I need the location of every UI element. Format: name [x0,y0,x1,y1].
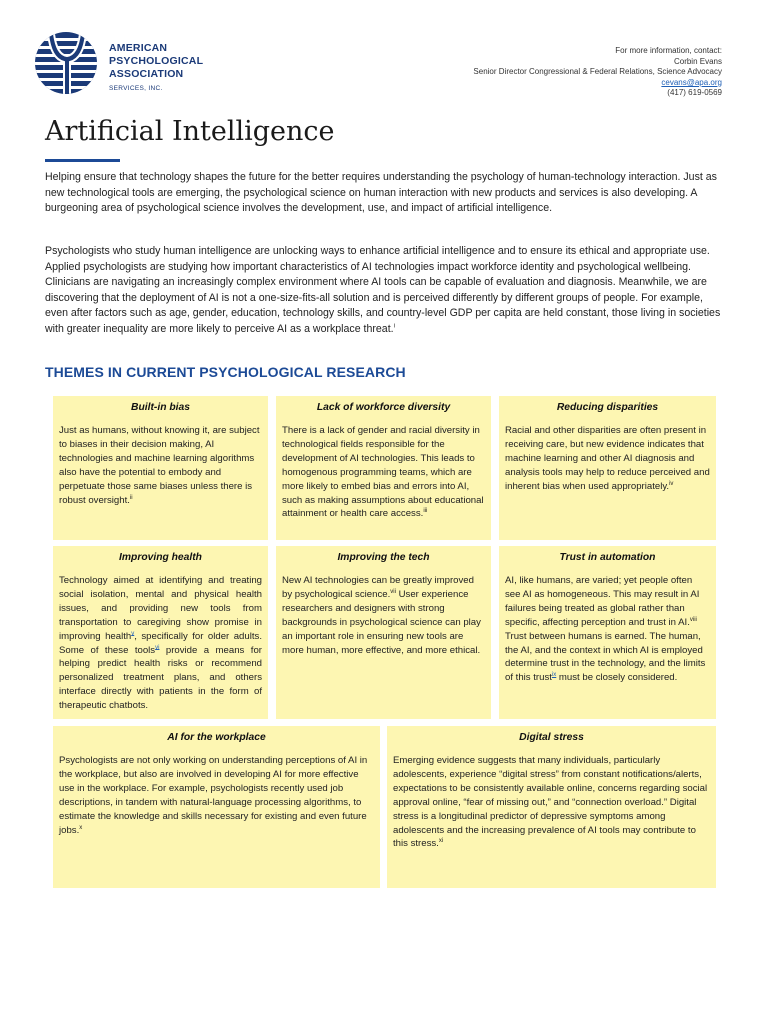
theme-card-improving-tech [276,546,491,719]
footnote-ref-iii: iii [423,508,428,515]
theme-title: Built-in bias [131,402,190,413]
theme-title: Trust in automation [559,552,656,563]
contact-name: Corbin Evans [673,56,722,66]
theme-card-workforce-diversity [276,396,491,540]
intro-paragraph-2 [45,244,721,337]
theme-text-body: New AI technologies can be greatly improved by psychological science. [282,575,474,600]
logo-wordmark [109,42,203,95]
theme-text-body: Emerging evidence suggests that many individuals, particularly adolescents, experience “digital stress” from constant notifications/alerts, expectations to be consistently available online, concerns regarding social approval online, “fear of missing out,” and “connection overload.” Digital stress is a longitudinal predictor of depressive symptoms among adolescents and the increasing prevalence of AI tools may contribute to this stress. [393,755,708,850]
theme-text-body: Technology aimed at identifying and treating social isolation, mental and physical health issues, and providing new tools from transportation to caregiving show promise in improving health [59,575,262,642]
theme-text [59,574,262,713]
theme-card-improving-health [53,546,268,719]
theme-text [282,574,485,657]
footnote-ref-x: x [79,824,83,831]
contact-role: Senior Director Congressional & Federal Relations, Science Advocacy [473,67,722,77]
theme-card-reducing-disparities [499,396,716,540]
page-title: Artificial Intelligence [45,116,335,147]
theme-text-body: Just as humans, without knowing it, are subject to biases in their decision making, AI technologies and machine learning algorithms also have the potential to embody and perpetuate those same biases unless there is robust oversight. [59,425,260,506]
title-underline [45,159,120,162]
theme-text [505,574,710,685]
section-heading: THEMES IN CURRENT PSYCHOLOGICAL RESEARCH [45,364,406,380]
footnote-ref-iv: iv [669,480,674,487]
theme-text [59,424,262,507]
theme-title: Digital stress [519,732,584,743]
contact-phone: (417) 619-0569 [667,88,722,98]
apa-logo [34,30,214,96]
theme-text [393,754,710,851]
theme-text-body: Trust between humans is earned. The human, the AI, and the context in which AI is employed determine trust in the technology, and the limits of this trust [505,630,706,684]
theme-text-body: Psychologists are not only working on understanding perceptions of AI in the workplace, but also are involved in developing AI for more effective use in the workplace. For example, psychologists recently used job descriptions, in tandem with natural-language processing algorithms, to estimate the knowledge and skills necessary for existing and even future jobs. [59,755,368,836]
theme-text [505,424,710,494]
theme-text-body: must be closely considered. [556,672,678,684]
contact-block [473,46,722,99]
theme-title: Improving the tech [337,552,430,563]
theme-title: Improving health [119,552,202,563]
footnote-ref-viii: viii [689,616,697,623]
footnote-ref-i: i [393,322,395,329]
theme-card-built-in-bias [53,396,268,540]
contact-email-link[interactable]: cevans@apa.org [661,77,722,87]
footnote-ref-vii: vii [390,588,396,595]
footnote-ref-ii: ii [129,494,133,501]
theme-card-ai-for-workplace [53,726,380,888]
theme-card-digital-stress [387,726,716,888]
contact-intro: For more information, contact: [615,46,722,55]
logo-line-3: ASSOCIATION [109,68,184,80]
footnote-link-vi[interactable]: vi [155,644,160,651]
intro-paragraph-1: Helping ensure that technology shapes the future for the better requires understanding the psychology of human-technology interaction. Just as new technological tools are emerging, the psychological science on human interaction with new products and services is also developing. A burgeoning area of psychological science involves the development, use, and impact of artificial intelligence. [45,171,717,214]
logo-line-1: AMERICAN [109,42,168,54]
logo-line-2: PSYCHOLOGICAL [109,55,204,67]
theme-text-body: provide a means for helping predict health risks or recommend personalized treatment plans, and others interface directly with patients in the form of therapeutic chatbots. [59,644,262,712]
theme-text [59,754,374,837]
theme-text-body: There is a lack of gender and racial diversity in technological fields responsible for the development of AI technologies. This leads to homogenous programming teams, which are more likely to embed bias and errors into AI, such as making assumptions about educational attainment or health care access. [282,425,484,520]
apa-emblem-icon [34,30,102,96]
footnote-ref-xi: xi [438,838,444,845]
intro-paragraph-2-text: Psychologists who study human intelligence are unlocking ways to enhance artificial intelligence and to ensure its ethical and appropriate use. Applied psychologists are studying how important characteristics of AI technologies impact workforce identity and psychological wellbeing. Clinicians are navigating an increasingly complex environment where AI tools can be capable of evaluation and diagnosis. Meanwhile, we are discovering that the deployment of AI is not a one-size-fits-all solution and is perceived differently by different groups of people. For example, even after factors such as age, gender, education, technology skills, and country-level GDP per capita are held constant, those living in societies with greater inequality are more likely to perceive AI as a workplace threat. [45,245,721,335]
theme-text [282,424,485,521]
theme-text-body: Racial and other disparities are often present in receiving care, but new evidence indicates that machine learning and other AI diagnosis and analysis tools may help to reduce perceived and inherent bias when used appropriately. [505,425,710,492]
footnote-link-ix[interactable]: ix [551,672,557,679]
footnote-link-v[interactable]: v [131,630,135,637]
theme-title: Lack of workforce diversity [316,402,451,413]
logo-line-4: SERVICES, INC. [109,85,163,92]
theme-text-body: , specifically for older adults. Some of these tools [59,630,262,656]
theme-text-body: AI, like humans, are varied; yet people often see AI as homogeneous. This may result in AI failures being treated as global rather than specific, affecting perception and trust in AI. [505,575,700,628]
theme-title: AI for the workplace [167,732,266,743]
theme-title: Reducing disparities [556,402,659,413]
theme-text-body: User experience researchers and designers with strong backgrounds in psychological science can play an important role in ensuring new tools are more human, more effective, and more ethical. [282,588,481,656]
theme-card-trust-in-automation [499,546,716,719]
